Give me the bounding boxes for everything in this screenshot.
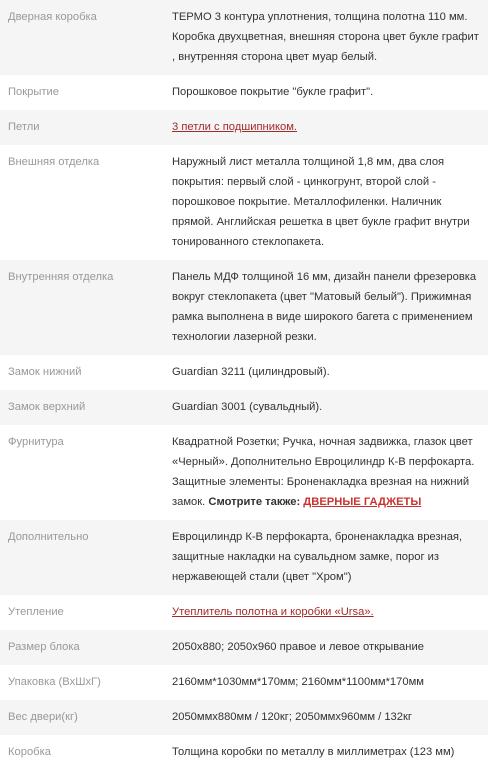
- spec-value: Guardian 3211 (цилиндровый).: [160, 355, 488, 390]
- spec-value: Евроцилиндр К-В перфокарта, броненакладка врезная, защитные накладки на сувальдном замке, порог из нержавеющей стали (цвет "Хром"): [160, 520, 488, 595]
- spec-row-lower-lock: [0, 355, 488, 390]
- spec-row-door-frame: [0, 0, 488, 75]
- spec-value: [160, 110, 488, 145]
- spec-label: Вес двери(кг): [0, 700, 160, 735]
- spec-label: Покрытие: [0, 75, 160, 110]
- spec-label: Упаковка (ВхШхГ): [0, 665, 160, 700]
- fittings-text: Квадратной Розетки; Ручка, ночная задвижка, глазок цвет «Черный». Дополнительно Евроцилиндр К-В перфокарта. Защитные элементы: Броненакладка врезная на нижний замок.: [172, 436, 475, 508]
- spec-label: Размер блока: [0, 630, 160, 665]
- door-gadgets-link[interactable]: ДВЕРНЫЕ ГАДЖЕТЫ: [303, 496, 422, 508]
- spec-row-coating: [0, 75, 488, 110]
- spec-value: Панель МДФ толщиной 16 мм, дизайн панели фрезеровка вокруг стеклопакета (цвет "Матовый белый"). Прижимная рамка выполнена в виде широкого багета с применением технологии лазерной резки.: [160, 260, 488, 355]
- spec-label: Петли: [0, 110, 160, 145]
- spec-label: Утепление: [0, 595, 160, 630]
- spec-label: Замок нижний: [0, 355, 160, 390]
- spec-value: ТЕРМО 3 контура уплотнения, толщина полотна 110 мм. Коробка двухцветная, внешняя сторона цвет букле графит , внутренняя сторона цвет муар белый.: [160, 0, 488, 75]
- spec-value: Толщина коробки по металлу в миллиметрах (123 мм): [160, 735, 488, 770]
- insulation-link[interactable]: Утеплитель полотна и коробки «Ursa».: [172, 606, 374, 618]
- spec-label: Фурнитура: [0, 425, 160, 520]
- spec-label: Коробка: [0, 735, 160, 770]
- spec-label: Дополнительно: [0, 520, 160, 595]
- spec-row-upper-lock: [0, 390, 488, 425]
- see-also-label: Смотрите также:: [208, 496, 301, 508]
- spec-row-exterior-finish: [0, 145, 488, 260]
- spec-value: Наружный лист металла толщиной 1,8 мм, два слоя покрытия: первый слой - цинкогрунт, второй слой - порошковое покрытие. Металлофиленки. Наличник прямой. Английская решетка в цвет букле графит внутри тонированного стеклопакета.: [160, 145, 488, 260]
- spec-label: Дверная коробка: [0, 0, 160, 75]
- hinges-link[interactable]: 3 петли с подшипником.: [172, 121, 298, 133]
- spec-label: Внешняя отделка: [0, 145, 160, 260]
- spec-row-fittings: [0, 425, 488, 520]
- spec-row-hinges: [0, 110, 488, 145]
- spec-row-interior-finish: [0, 260, 488, 355]
- spec-value: Порошковое покрытие "букле графит".: [160, 75, 488, 110]
- spec-row-additional: [0, 520, 488, 595]
- spec-label: Внутренняя отделка: [0, 260, 160, 355]
- spec-label: Замок верхний: [0, 390, 160, 425]
- spec-value: [160, 425, 488, 520]
- spec-value: 2050ммх880мм / 120кг; 2050ммх960мм / 132кг: [160, 700, 488, 735]
- spec-row-packaging: [0, 665, 488, 700]
- spec-value: 2160мм*1030мм*170мм; 2160мм*1100мм*170мм: [160, 665, 488, 700]
- spec-value: Guardian 3001 (сувальдный).: [160, 390, 488, 425]
- spec-row-insulation: [0, 595, 488, 630]
- spec-value: [160, 595, 488, 630]
- spec-value: 2050х880; 2050х960 правое и левое открывание: [160, 630, 488, 665]
- spec-row-block-size: [0, 630, 488, 665]
- spec-row-frame-thickness: [0, 735, 488, 770]
